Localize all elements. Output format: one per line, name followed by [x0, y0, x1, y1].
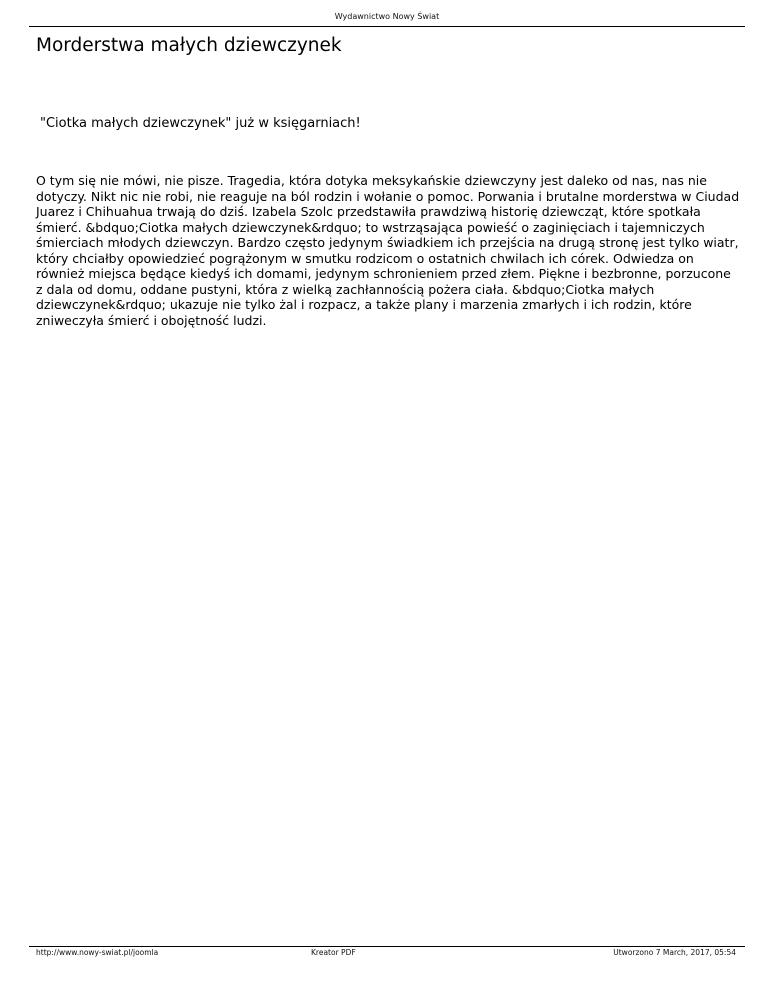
- article-body: O tym się nie mówi, nie pisze. Tragedia, która dotyka meksykańskie dziewczyny jest daleko od nas, nas nie dotyczy. Nikt nic nie robi, nie reaguje na ból rodzin i wołanie o pomoc. Porwania i brutalne morderstwa w Ciudad Juarez i Chihuahua trwają do dziś. Izabela Szolc przedstawiła prawdziwą historię dziewcząt, które spotkała śmierć. &bdquo;Ciotka małych dziewczynek&rdquo; to wstrząsająca powieść o zaginięciach i tajemniczych śmierciach młodych dziewczyn. Bardzo często jedynym świadkiem ich przejścia na drugą stronę jest tylko wiatr, który chciałby opowiedzieć pogrążonym w smutku rodzicom o ostatnich chwilach ich córek. Odwiedza on również miejsca będące kiedyś ich domami, jedynym schronieniem przed złem. Piękne i bezbronne, porzucone z dala od domu, oddane pustyni, która z wielką zachłannością pożera ciała. &bdquo;Ciotka małych dziewczynek&rdquo; ukazuje nie tylko żal i rozpacz, a także plany i marzenia zmarłych i ich rodzin, które zniweczyła śmierć i obojętność ludzi.: [36, 173, 740, 328]
- article-subtitle: "Ciotka małych dziewczynek" już w księgarniach!: [40, 116, 361, 131]
- header-divider: [29, 26, 745, 27]
- footer-generator: Kreator PDF: [311, 948, 356, 957]
- page-footer: [36, 948, 736, 960]
- footer-divider: [29, 946, 745, 947]
- footer-created-date: Utworzono 7 March, 2017, 05:54: [613, 948, 736, 957]
- footer-url: http://www.nowy-swiat.pl/joomla: [36, 948, 159, 957]
- article-title: Morderstwa małych dziewczynek: [36, 35, 342, 56]
- page-header-publisher: Wydawnictwo Nowy Świat: [334, 12, 440, 21]
